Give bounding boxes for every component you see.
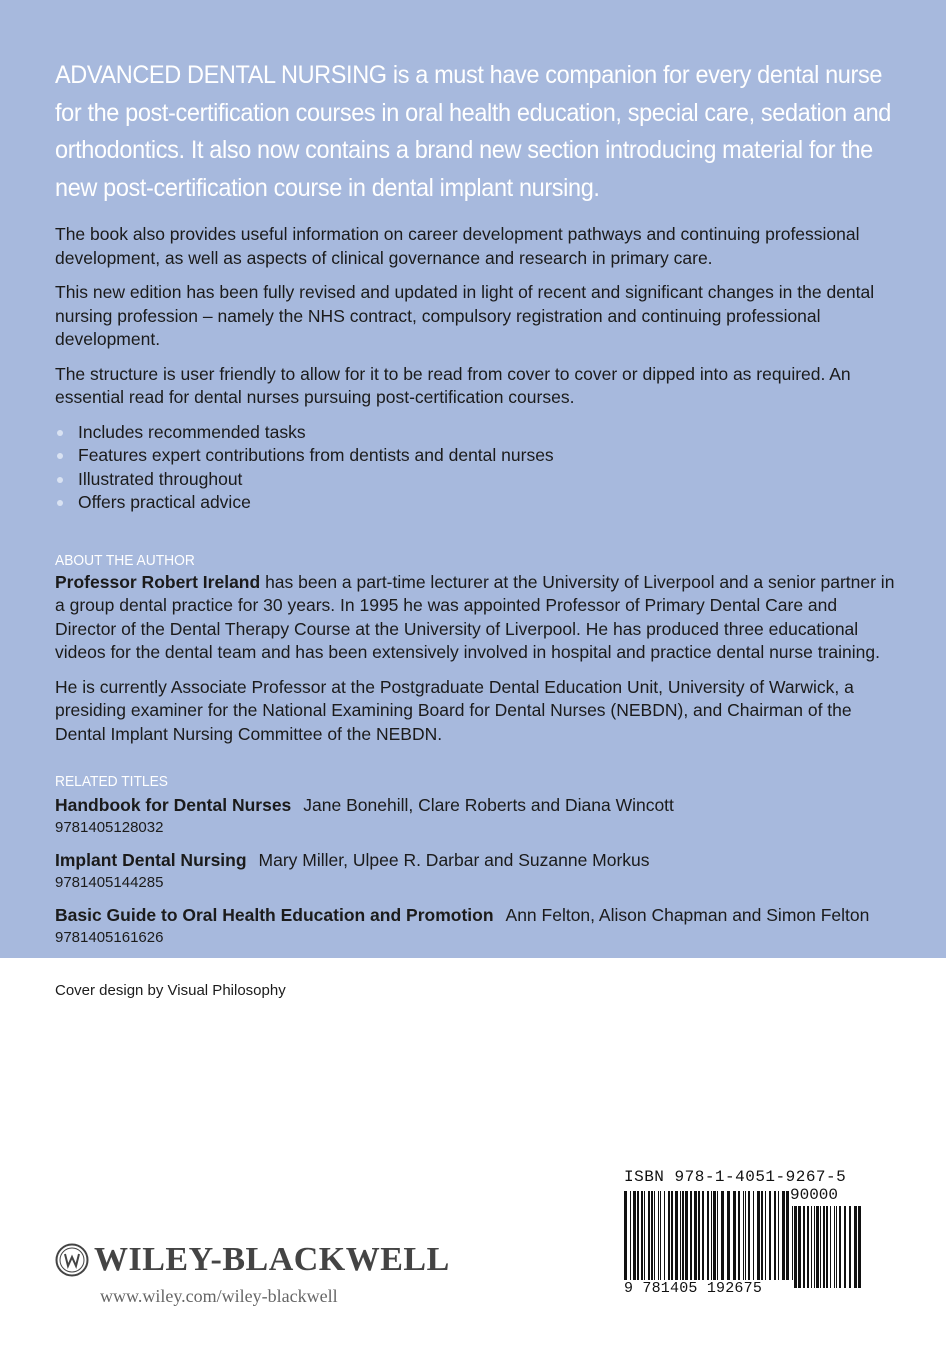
barcode-bar xyxy=(858,1206,861,1288)
barcode-bar xyxy=(830,1206,831,1288)
barcode-bar xyxy=(633,1191,636,1289)
barcode-bar xyxy=(682,1191,684,1289)
isbn-barcode xyxy=(614,1168,864,1308)
feature-text: Illustrated throughout xyxy=(78,468,243,489)
barcode-bar xyxy=(826,1206,828,1288)
related-titles-heading: RELATED TITLES xyxy=(55,773,168,790)
barcode-addon-bars-icon xyxy=(792,1206,864,1288)
author-bio-2: He is currently Associate Professor at the Postgraduate Dental Education Unit, University of Warwick, a presiding examiner for the National Examining Board for Dental Nurses (NEBDN), and Chairman of the Dental Implant Nursing Committee of the NEBDN. xyxy=(55,676,854,744)
bullet-icon xyxy=(57,500,63,506)
barcode-bar xyxy=(717,1191,718,1289)
barcode-bar xyxy=(660,1191,661,1289)
barcode-bar xyxy=(778,1191,779,1289)
barcode-bar xyxy=(839,1206,841,1288)
barcode-bar xyxy=(786,1191,789,1289)
feature-item xyxy=(55,421,895,445)
barcode-bar xyxy=(844,1206,846,1288)
barcode-bar xyxy=(644,1191,645,1289)
cover-content xyxy=(55,57,895,959)
publisher-url: www.wiley.com/wiley-blackwell xyxy=(100,1286,338,1306)
author-bio-text: has been a part-time lecturer at the University of Liverpool and a senior partner in a group dental practice for 30 years. In 1995 he was appointed Professor of Primary Dental Care and Director of the Dental Therapy Course at the University of Liverpool. He has produced three educational videos for the dental team and has been extensively involved in hospital and practice dental nurse training. xyxy=(55,571,895,662)
barcode-bar xyxy=(690,1191,692,1289)
related-title-entry xyxy=(55,794,895,839)
barcode-bar xyxy=(834,1206,835,1288)
barcode-bar xyxy=(816,1206,819,1288)
barcode-bar xyxy=(814,1206,815,1288)
barcode-bar xyxy=(630,1191,631,1289)
related-book-authors: Ann Felton, Alison Chapman and Simon Felton xyxy=(505,905,870,925)
barcode-bar xyxy=(803,1206,805,1288)
price-code: 90000 xyxy=(790,1186,839,1204)
barcode-bar xyxy=(664,1191,665,1289)
barcode-bar xyxy=(753,1191,754,1289)
intro-blurb: ADVANCED DENTAL NURSING is a must have companion for every dental nurse for the post-certification courses in oral health education, special care, sedation and orthodontics. It also now contains a brand new section introducing material for the new post-certification course in dental implant nursing. xyxy=(55,61,891,202)
barcode-bar xyxy=(727,1191,730,1289)
publisher-logo xyxy=(55,1241,450,1282)
barcode-bar xyxy=(807,1206,809,1288)
barcode-bar xyxy=(798,1206,801,1288)
barcode-bar xyxy=(694,1191,697,1289)
related-book-title: Basic Guide to Oral Health Education and Promotion xyxy=(55,905,494,925)
related-title-entry xyxy=(55,904,895,949)
barcode-digits: 9 781405 192675 xyxy=(624,1280,794,1297)
barcode-bar xyxy=(651,1191,653,1289)
barcode-bar xyxy=(641,1191,643,1289)
description-paragraph: The structure is user friendly to allow for it to be read from cover to cover or dipped into as required. An essential read for dental nurses pursuing post-certification courses. xyxy=(55,363,851,407)
wiley-emblem-icon xyxy=(55,1243,89,1277)
feature-list xyxy=(55,421,895,515)
related-book-authors: Mary Miller, Ulpee R. Darbar and Suzanne Morkus xyxy=(258,850,650,870)
description-paragraph: The book also provides useful information on career development pathways and continuing professional development, as well as aspects of clinical governance and research in primary care. xyxy=(55,224,860,268)
related-book-isbn: 9781405128032 xyxy=(55,819,164,836)
bullet-icon xyxy=(57,453,63,459)
barcode-bar xyxy=(707,1191,709,1289)
barcode-bar xyxy=(757,1191,760,1289)
barcode-bar xyxy=(811,1206,812,1288)
barcode-bar xyxy=(721,1191,724,1289)
feature-text: Features expert contributions from dentists and dental nurses xyxy=(78,445,554,465)
barcode-bar xyxy=(748,1191,750,1289)
feature-item xyxy=(55,491,895,515)
author-name: Professor Robert Ireland xyxy=(55,571,261,592)
cover-design-credit: Cover design by Visual Philosophy xyxy=(55,982,286,999)
barcode-bar xyxy=(675,1191,678,1289)
barcode-bar xyxy=(680,1191,681,1289)
barcode-bar xyxy=(738,1191,740,1289)
related-book-title: Implant Dental Nursing xyxy=(55,850,247,870)
barcode-bar xyxy=(648,1191,650,1289)
barcode-bar xyxy=(765,1191,766,1289)
barcode-bar xyxy=(854,1206,857,1288)
related-title-entry xyxy=(55,849,895,894)
barcode-bars-icon xyxy=(624,1191,790,1289)
barcode-bar xyxy=(761,1191,763,1289)
barcode-bar xyxy=(794,1206,797,1288)
barcode-bar xyxy=(685,1191,688,1289)
barcode-bar xyxy=(782,1191,785,1289)
barcode-bar xyxy=(654,1191,655,1289)
related-book-title: Handbook for Dental Nurses xyxy=(55,795,292,815)
barcode-bar xyxy=(769,1191,771,1289)
barcode-bar xyxy=(702,1191,704,1289)
barcode-bar xyxy=(713,1191,716,1289)
barcode-bar xyxy=(820,1206,821,1288)
feature-text: Offers practical advice xyxy=(78,492,251,512)
barcode-bar xyxy=(836,1206,837,1288)
bullet-icon xyxy=(57,477,63,483)
description-paragraph: This new edition has been fully revised and updated in light of recent and significant changes in the dental nursing profession – namely the NHS contract, compulsory registration and continuing professional development. xyxy=(55,282,875,349)
barcode-bar xyxy=(733,1191,736,1289)
barcode-bar xyxy=(743,1191,744,1289)
barcode-bar xyxy=(624,1191,627,1289)
bullet-icon xyxy=(57,430,63,436)
feature-text: Includes recommended tasks xyxy=(78,421,306,442)
about-author-heading: ABOUT THE AUTHOR xyxy=(55,551,195,569)
barcode-bar xyxy=(698,1191,700,1289)
barcode-bar xyxy=(658,1191,659,1289)
author-bio xyxy=(55,571,895,665)
barcode-bar xyxy=(792,1206,793,1288)
barcode-bar xyxy=(711,1191,712,1289)
barcode-bar xyxy=(745,1191,746,1289)
feature-item xyxy=(55,444,895,468)
related-book-isbn: 9781405161626 xyxy=(55,929,164,946)
barcode-bar xyxy=(849,1206,851,1288)
barcode-bar xyxy=(668,1191,670,1289)
feature-item xyxy=(55,468,895,492)
related-book-authors: Jane Bonehill, Clare Roberts and Diana Wincott xyxy=(303,795,674,815)
related-book-isbn: 9781405144285 xyxy=(55,874,164,891)
isbn-label: ISBN 978-1-4051-9267-5 xyxy=(624,1168,847,1186)
barcode-bar xyxy=(823,1206,825,1288)
barcode-bar xyxy=(774,1191,776,1289)
publisher-name: WILEY-BLACKWELL xyxy=(94,1241,450,1278)
barcode-bar xyxy=(671,1191,673,1289)
barcode-bar xyxy=(637,1191,639,1289)
